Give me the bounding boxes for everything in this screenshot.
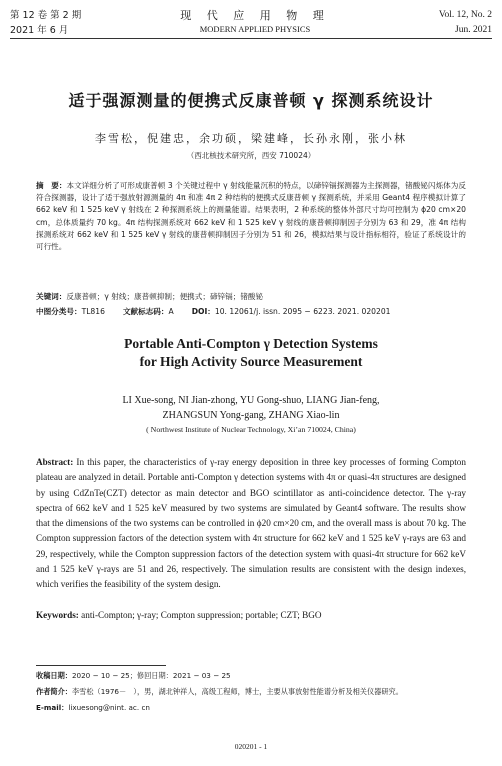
authors-en-line2: ZHANGSUN Yong-gang, ZHANG Xiao-lin — [162, 410, 340, 421]
abstract-cn — [36, 180, 466, 253]
title-en-line1: Portable Anti-Compton γ Detection Systems — [124, 336, 378, 351]
header-left — [10, 8, 81, 38]
received-value: 2020 − 10 − 25；修回日期：2021 − 03 − 25 — [71, 671, 231, 680]
email-label: E-mail： — [36, 703, 69, 712]
volume-en: Vol. 12, No. 2 — [438, 10, 492, 20]
abstract-en-text: In this paper, the characteristics of γ-ray energy deposition in three key processes of forming Compton plateau are analyzed in detail. Portable anti-Compton γ detection systems with 4π or quasi-4π structures are designed by using CdZnTe(CZT) detector as main detector and BGO scintillator as anti-coincidence detector. The γ-ray spectra of 662 keV and 1 525 keV measured by two systems are simulated by Geant4 software. The results show that the dimensions of the two systems can be controlled in ϕ20 cm×20 cm, and the overall mass is about 70 kg. The Compton suppression factors of the detection system with 4π structure for 662 keV and 1 525 keV γ-rays are 63 and 29, respectively, while the Compton suppression factors of the detection system with quasi-4π structure for 662 keV and 1 525 keV γ-rays are 51 and 26, respectively. The simulation results are consistent with the design indexes, which verifies the feasibility of the system design. — [36, 457, 466, 590]
journal-name-cn: 现 代 应 用 物 理 — [180, 9, 330, 22]
clc-value: TL816 — [81, 307, 105, 316]
issue-cn: 第 12 卷 第 2 期 — [10, 10, 82, 21]
author-bio-value: 李雪松（1976－ ），男，湖北钟祥人，高级工程师，博士，主要从事放射性能谱分析及相关仪器研究。 — [71, 687, 403, 696]
footnote-author — [36, 686, 476, 697]
footnote-received — [36, 670, 476, 681]
page-title-en — [0, 335, 502, 371]
doc-code-label: 文献标志码： — [122, 307, 169, 316]
page-number: 020201 - 1 — [234, 742, 268, 751]
email-value[interactable]: lixuesong@nint. ac. cn — [68, 703, 150, 712]
keywords-cn-text: 反康普顿；γ 射线；康普顿抑制；便携式；碲锌镉；锗酸铋 — [66, 292, 264, 301]
abstract-en-label: Abstract: — [36, 457, 74, 467]
affiliation-en: ( Northwest Institute of Nuclear Technology, Xi’an 710024, China) — [146, 425, 356, 434]
doi-value[interactable]: 10. 12061/j. issn. 2095 − 6223. 2021. 020201 — [214, 307, 391, 316]
footnote-divider — [36, 665, 166, 666]
keywords-en-label: Keywords: — [36, 610, 79, 620]
header-right — [439, 8, 492, 38]
keywords-en — [36, 608, 466, 622]
date-cn: 2021 年 6 月 — [10, 25, 69, 36]
keywords-cn — [36, 291, 466, 303]
clc-label: 中图分类号： — [36, 307, 82, 316]
affiliation-cn: （西北核技术研究所，西安 710024） — [186, 151, 316, 160]
journal-name-en: MODERN APPLIED PHYSICS — [199, 24, 311, 34]
keywords-cn-label: 关键词： — [36, 292, 67, 301]
date-en: Jun. 2021 — [455, 25, 492, 35]
received-label: 收稿日期： — [36, 671, 72, 680]
authors-en-line1: LI Xue-song, NI Jian-zhong, YU Gong-shuo, LIANG Jian-feng, — [122, 395, 380, 406]
authors-en — [0, 393, 502, 423]
header-divider — [10, 38, 492, 39]
abstract-en — [36, 455, 466, 593]
header-center — [160, 8, 350, 36]
author-bio-label: 作者简介： — [36, 687, 72, 696]
authors-cn: 李雪松，倪建忠，余功硕，梁建峰，长孙永刚，张小林 — [95, 132, 407, 145]
page-title-cn: 适于强源测量的便携式反康普顿 γ 探测系统设计 — [68, 91, 434, 110]
keywords-en-text: anti-Compton; γ-ray; Compton suppression; portable; CZT; BGO — [81, 610, 322, 620]
doi-label: DOI： — [191, 307, 215, 316]
title-en-line2: for High Activity Source Measurement — [139, 354, 363, 369]
abstract-cn-text: 本文详细分析了可形成康普顿 3 个关键过程中 γ 射线能量沉积的特点，以碲锌镉探测器为主探测器，锗酸铋闪烁体为反符合探测器，设计了适于强放射源测量的 4π 和准 4π 2 种结构的便携式反康普顿 γ 探测系统，并采用 Geant4 程序模拟计算了 662 keV 和 1 525 keV γ 射线在 2 种探测系统上的测量能谱。结果表明，2 种系统的整体外部尺寸均可控制为 ϕ20 cm×20 cm，总体质量约 70 kg。4π 结构探测系统对 662 keV 和 1 525 keV γ 射线的康普顿抑制因子分别为 63 和 29，准 4π 结构探测系统对 662 keV 和 1 525 keV γ 射线的康普顿抑制因子分别为 51 和 26，模拟结果与设计指标相符，验证了系统设计的可行性。 — [36, 181, 467, 252]
abstract-cn-label: 摘 要： — [36, 181, 67, 190]
footnote-email — [36, 702, 476, 713]
classification-line — [36, 306, 476, 318]
doc-code-value: A — [168, 307, 174, 316]
